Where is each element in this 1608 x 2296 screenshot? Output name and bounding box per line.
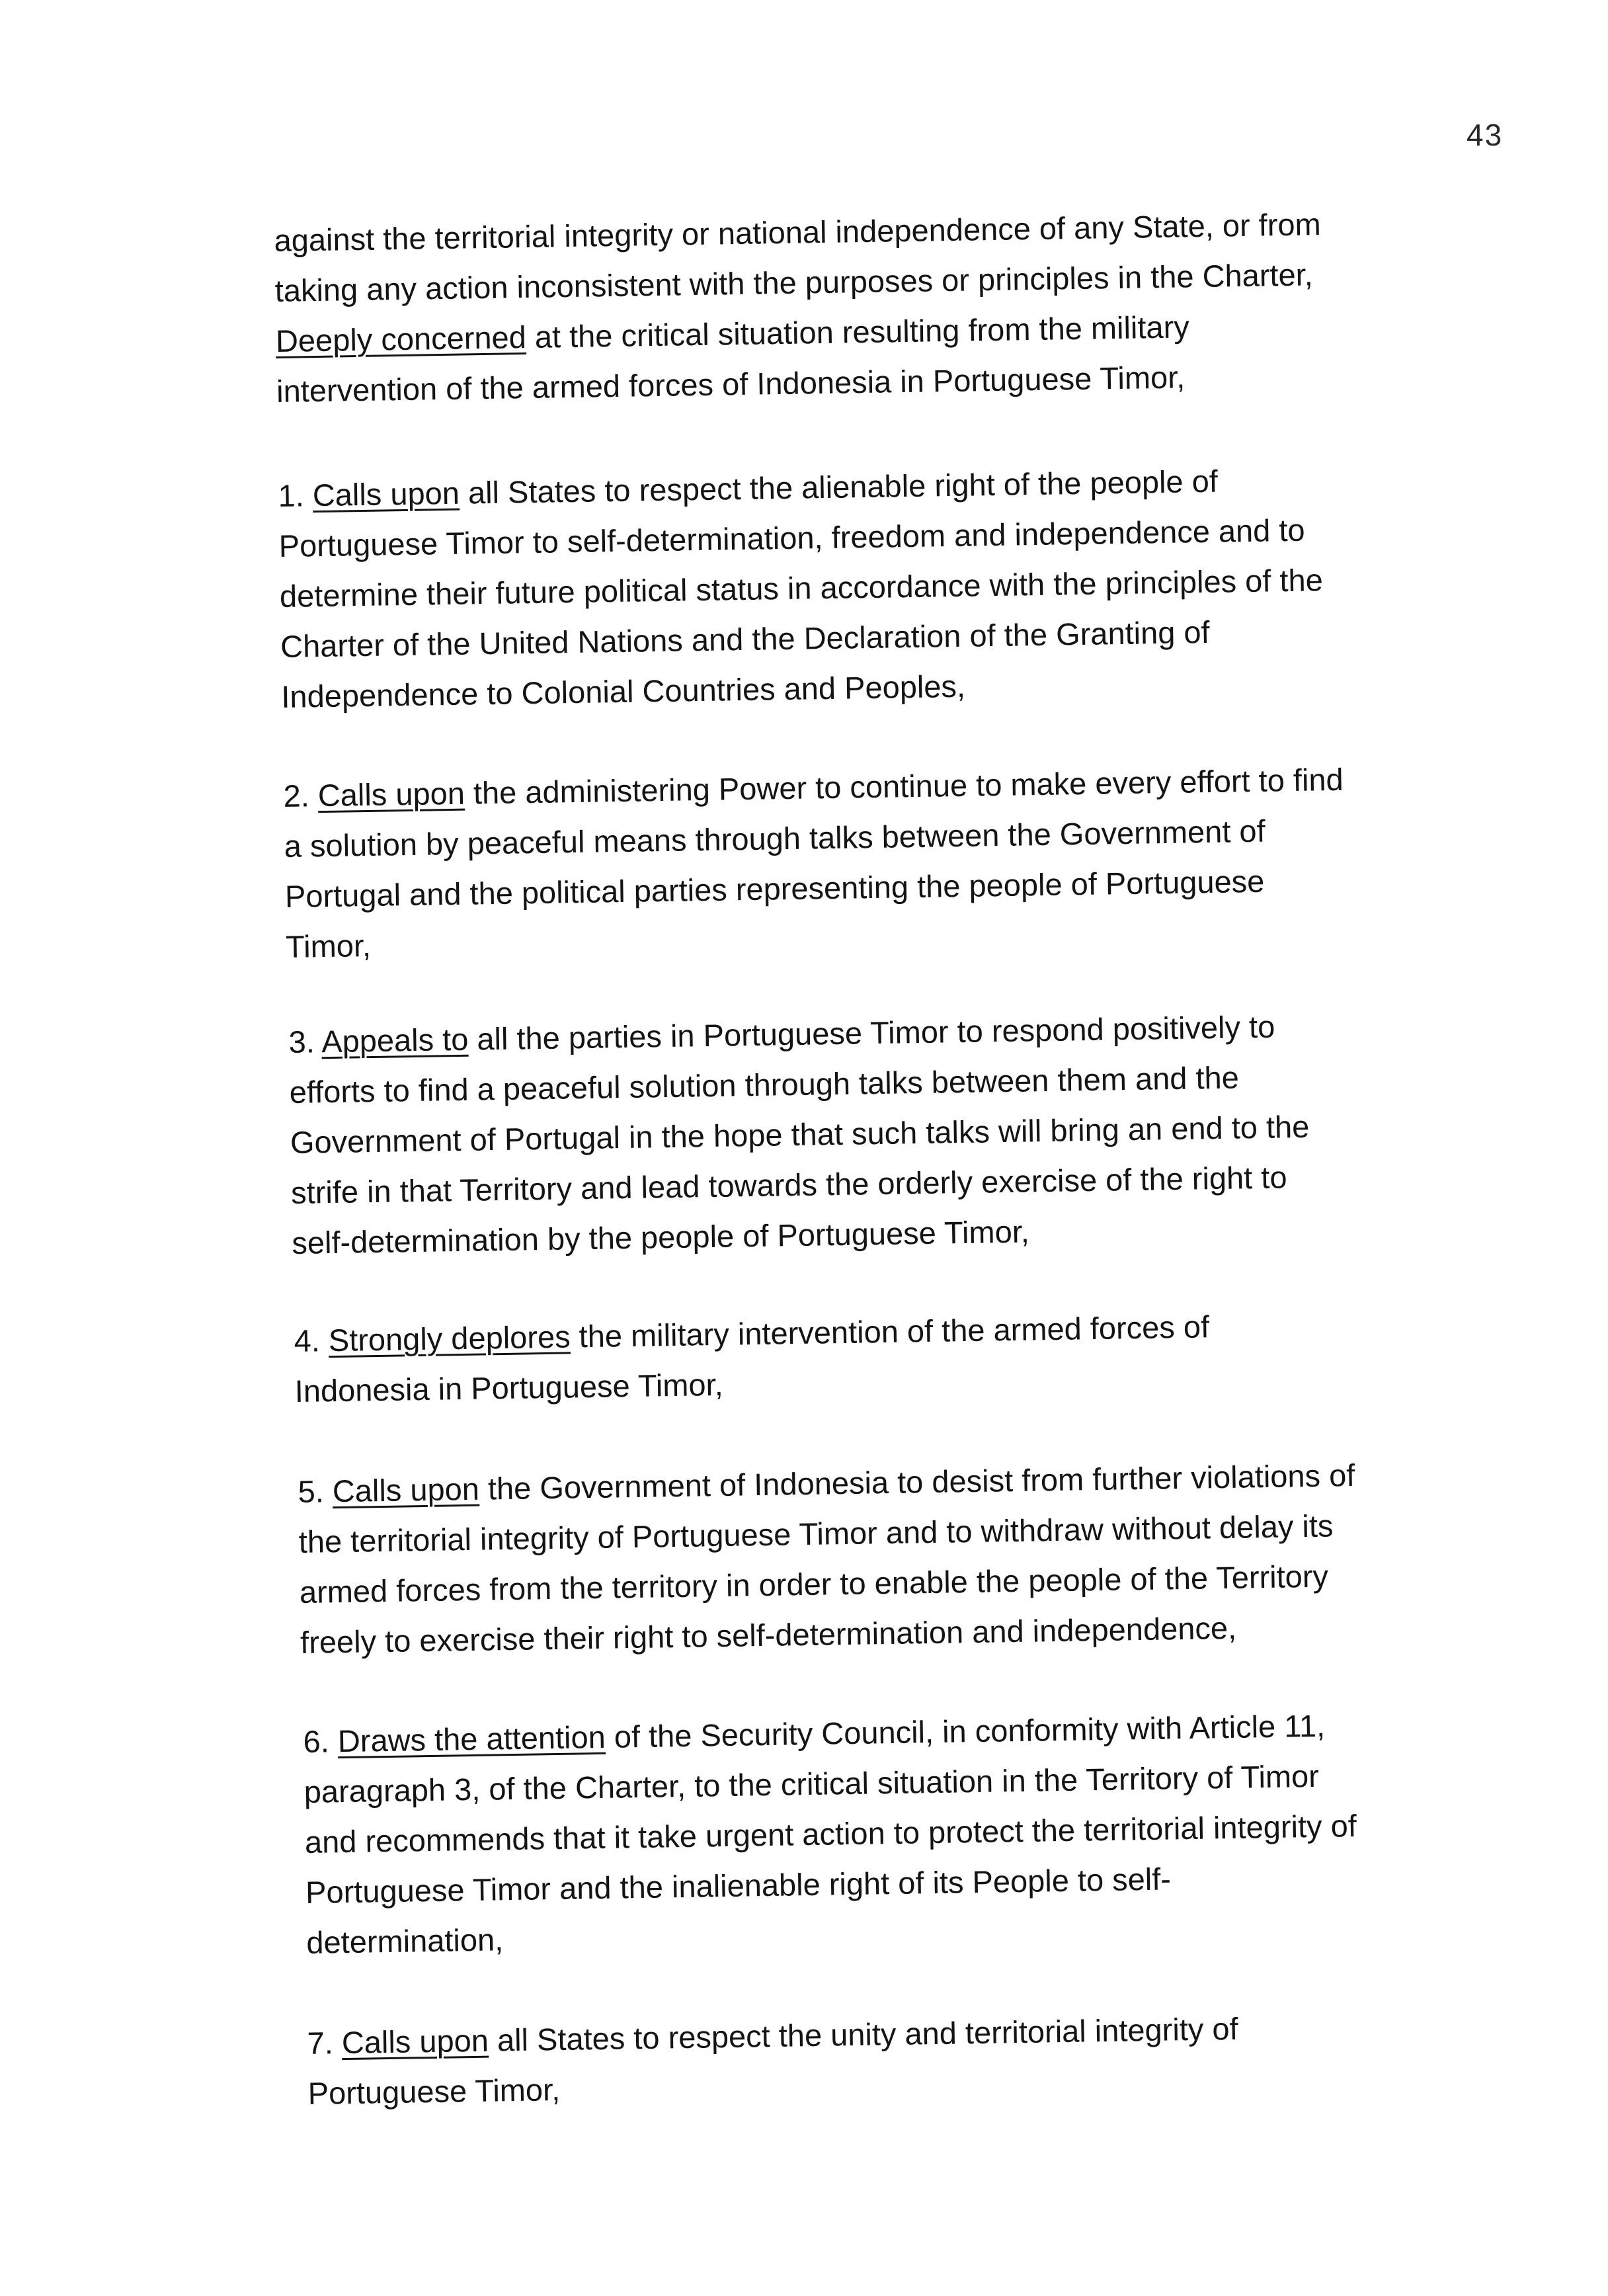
preamble-line: intervention of the armed forces of Indonesia in Portuguese Timor, (276, 359, 1186, 409)
paragraph-line: Portuguese Timor, (307, 2071, 561, 2111)
paragraph-number: 6. (303, 1723, 339, 1759)
preamble-line: against the territorial integrity or national independence of any State, or from (274, 206, 1322, 258)
paragraph-line: and recommends that it take urgent action to protect the territorial integrity of (304, 1807, 1357, 1860)
paragraph-number: 4. (294, 1323, 329, 1358)
paragraph-number: 7. (307, 2025, 342, 2061)
paragraph-line: efforts to find a peaceful solution through talks between them and the (289, 1059, 1240, 1110)
paragraph-text: the military intervention of the armed forces of (570, 1309, 1210, 1354)
paragraph-number: 1. (278, 477, 313, 513)
paragraph-emphasis: Draws the attention (337, 1719, 606, 1759)
paragraph-emphasis: Calls upon (317, 775, 465, 813)
paragraph-emphasis: Calls upon (332, 1471, 480, 1509)
paragraph-number: 5. (298, 1473, 333, 1509)
paragraph-line: self-determination by the people of Portuguese Timor, (291, 1213, 1030, 1260)
paragraph-line: Portuguese Timor and the inalienable right of its People to self- (305, 1861, 1172, 1910)
paragraph-line: determine their future political status in accordance with the principles of the (279, 562, 1324, 614)
paragraph-emphasis: Calls upon (312, 475, 460, 513)
operative-paragraph-5 (298, 1448, 1465, 1668)
paragraph-text: all States to respect the unity and territorial integrity of (488, 2010, 1238, 2058)
paragraph-line: paragraph 3, of the Charter, to the critical situation in the Territory of Timor (303, 1758, 1320, 1809)
paragraph-text: all States to respect the alienable right of the people of (459, 463, 1219, 511)
operative-paragraph-4 (294, 1297, 1459, 1416)
paragraph-emphasis: Appeals to (321, 1021, 469, 1059)
paragraph-line: Government of Portugal in the hope that such talks will bring an end to the (290, 1108, 1310, 1160)
operative-paragraph-1 (278, 452, 1445, 722)
paragraph-line: Portuguese Timor to self-determination, freedom and independence and to (278, 512, 1305, 563)
paragraph-line: armed forces from the territory in order to enable the people of the Territory (299, 1558, 1329, 1610)
preamble-text: at the critical situation resulting from the military (526, 309, 1190, 355)
paragraph-line: Charter of the United Nations and the Declaration of the Granting of (280, 614, 1211, 664)
paragraph-number: 2. (283, 778, 319, 813)
paragraph-line: Indonesia in Portuguese Timor, (294, 1366, 724, 1409)
paragraph-line: strife in that Territory and lead towards the orderly exercise of the right to (290, 1159, 1287, 1210)
preamble-line: taking any action inconsistent with the purposes or principles in the Charter, (274, 257, 1314, 308)
paragraph-text: the administering Power to continue to make every effort to find (464, 761, 1344, 811)
paragraph-text: all the parties in Portuguese Timor to respond positively to (467, 1008, 1275, 1057)
paragraph-line: a solution by peaceful means through talks between the Government of (284, 813, 1266, 864)
preamble-emphasis: Deeply concerned (275, 319, 527, 358)
preamble-clauses (274, 197, 1441, 417)
paragraph-emphasis: Strongly deplores (328, 1319, 571, 1358)
operative-paragraph-3 (288, 999, 1456, 1268)
paragraph-emphasis: Calls upon (341, 2022, 489, 2061)
paragraph-line: Timor, (285, 927, 372, 964)
paragraph-line: Portugal and the political parties representing the people of Portuguese (284, 863, 1265, 914)
operative-paragraph-6 (303, 1698, 1470, 1968)
operative-paragraph-7 (307, 2000, 1472, 2119)
paragraph-text: the Government of Indonesia to desist from further violations of (479, 1457, 1355, 1506)
paragraph-line: determination, (305, 1922, 504, 1960)
paragraph-line: Independence to Colonial Countries and Peoples, (280, 668, 966, 714)
paragraph-text: of the Security Council, in conformity with Article 11, (605, 1707, 1326, 1754)
page-number: 43 (1467, 118, 1504, 152)
paragraph-line: the territorial integrity of Portuguese Timor and to withdraw without delay its (298, 1508, 1334, 1559)
operative-paragraph-2 (283, 753, 1450, 972)
paragraph-number: 3. (288, 1024, 322, 1059)
paragraph-line: freely to exercise their right to self-determination and independence, (300, 1610, 1237, 1660)
